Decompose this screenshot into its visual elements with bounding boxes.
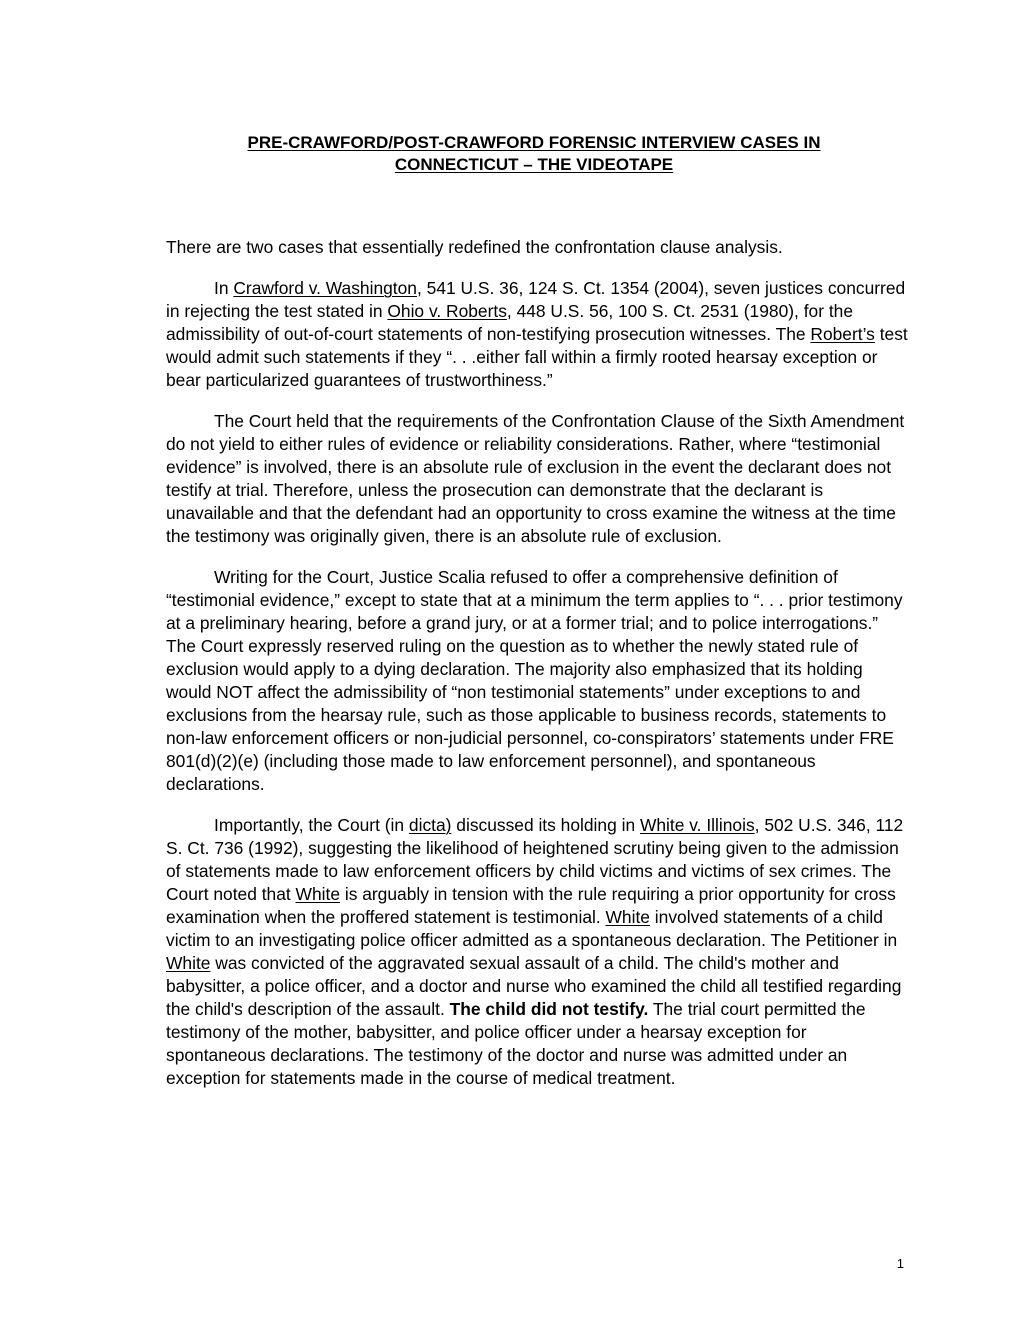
case-white-ref-3: White [166,953,211,973]
p5-text-4: is arguably in tension with the rule requiring a prior opportunity for cross examination when the proffered statement is testimonial. [166,884,896,927]
case-white-ref-2: White [605,907,650,927]
p2-text-2: , 541 U.S. 36, 124 S. Ct. 1354 (2004), seven justices concurred in rejecting the test stated in [166,278,906,321]
paragraph-white [166,814,908,1090]
p5-text-6: was convicted of the aggravated sexual assault of a child. The child's mother and babysitter, a police officer, and a doctor and nurse who examined the child all testified regarding the child's description of the assault. [166,953,902,1019]
p5-text-3: , 502 U.S. 346, 112 S. Ct. 736 (1992), suggesting the likelihood of heightened scrutiny being given to the admission of statements made to law enforcement officers by child victims and victims of sex crimes. The Court noted that [166,815,904,904]
paragraph-crawford [166,277,908,392]
case-white-ref-1: White [295,884,340,904]
paragraph-court-held: The Court held that the requirements of the Confrontation Clause of the Sixth Amendment do not yield to either rules of evidence or reliability considerations. Rather, where “testimonial evidence” is involved, there is an absolute rule of exclusion in the event the declarant does not testify at trial. Therefore, unless the prosecution can demonstrate that the declarant is unavailable and that the defendant had an opportunity to cross examine the witness at the time the testimony was originally given, there is an absolute rule of exclusion. [166,411,905,546]
title-line-2: CONNECTICUT – THE VIDEOTAPE [394,155,674,174]
case-white-v-illinois: White v. Illinois [639,815,755,835]
document-title [166,132,902,176]
emphasis-child-did-not-testify: The child did not testify. [449,999,649,1019]
case-ohio-v-roberts: Ohio v. Roberts [387,301,507,321]
p2-text-3: , 448 U.S. 56, 100 S. Ct. 2531 (1980), for the admissibility of out-of-court statements of non-testifying prosecution witnesses. The [166,301,853,344]
p5-text-2: discussed its holding in [451,815,640,835]
p2-text-4: test would admit such statements if they “. . .either fall within a firmly rooted hearsay exception or bear particularized guarantees of trustworthiness.” [166,324,908,390]
page-number: 1 [896,1256,904,1271]
case-roberts-ref: Robert’s [810,324,875,344]
paragraph-scalia: Writing for the Court, Justice Scalia refused to offer a comprehensive definition of “testimonial evidence,” except to state that at a minimum the term applies to “. . . prior testimony at a preliminary hearing, before a grand jury, or at a former trial; and to police interrogations.” The Court expressly reserved ruling on the question as to whether the newly stated rule of exclusion would apply to a dying declaration. The majority also emphasized that its holding would NOT affect the admissibility of “non testimonial statements” under exceptions to and exclusions from the hearsay rule, such as those applicable to business records, statements to non-law enforcement officers or non-judicial personnel, co-conspirators’ statements under FRE 801(d)(2)(e) (including those made to law enforcement personnel), and spontaneous declarations. [166,567,903,794]
document-body [166,236,908,1108]
p5-text-1: Importantly, the Court (in [214,815,409,835]
paragraph-intro: There are two cases that essentially redefined the confrontation clause analysis. [166,237,783,257]
title-line-1: PRE-CRAWFORD/POST-CRAWFORD FORENSIC INTERVIEW CASES IN [247,133,821,152]
case-crawford-v-washington: Crawford v. Washington [233,278,417,298]
p2-text-1: In [214,278,234,298]
term-dicta: dicta) [408,815,452,835]
p5-text-7: The trial court permitted the testimony of the mother, babysitter, and police officer under a hearsay exception for spontaneous declarations. The testimony of the doctor and nurse was admitted under an exception for statements made in the course of medical treatment. [166,999,866,1088]
p5-text-5: involved statements of a child victim to an investigating police officer admitted as a spontaneous declaration. The Petitioner in [166,907,898,950]
